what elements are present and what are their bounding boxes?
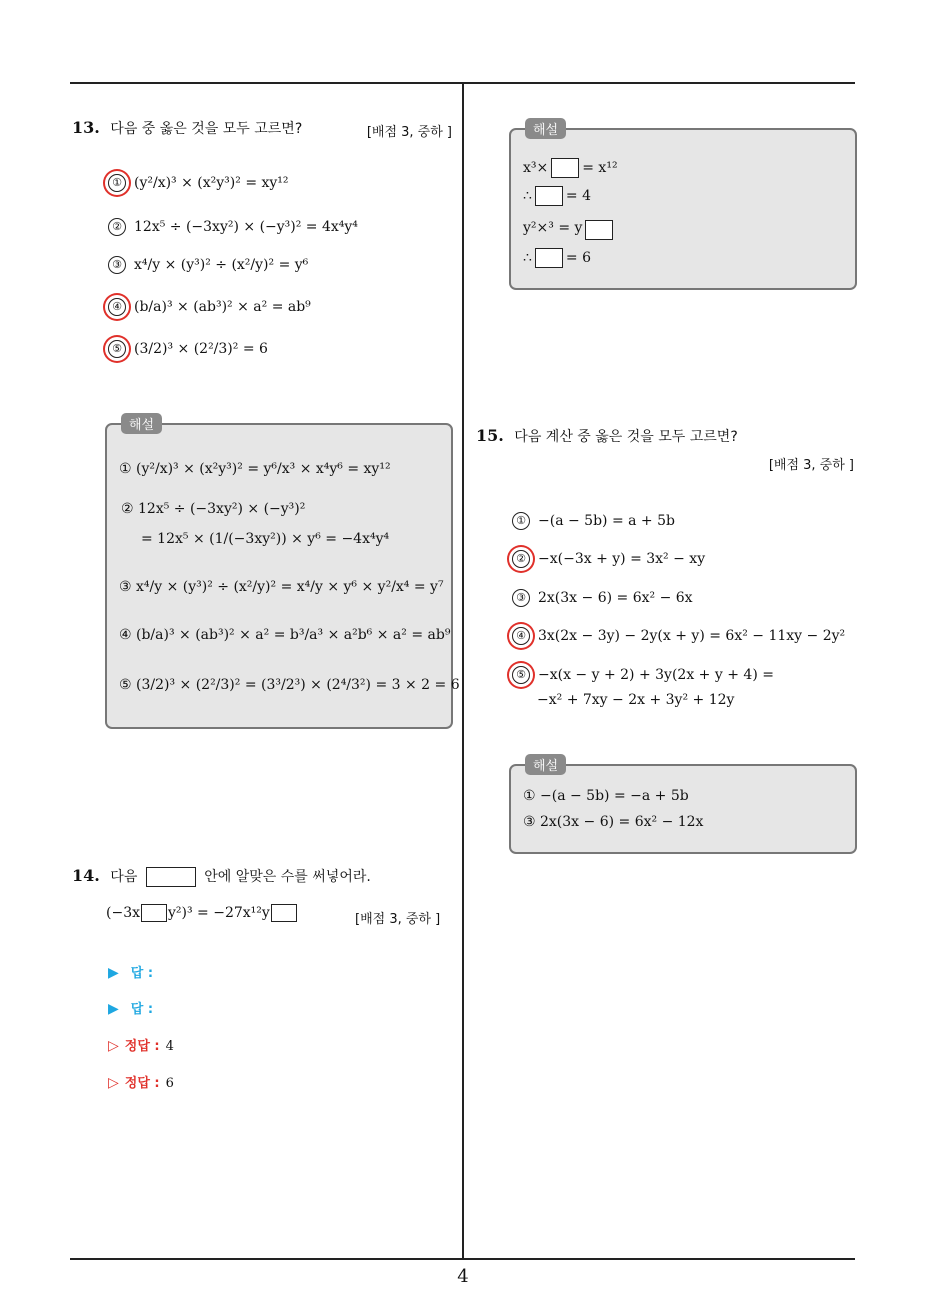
key-arrow-icon: ▷ (108, 1075, 119, 1091)
q15-option-3-expr: 2x(3x − 6) = 6x² − 6x (538, 590, 693, 606)
answer-arrow-icon: ▶ (108, 1001, 119, 1017)
q15-number: 15. (476, 426, 504, 445)
q15-option-2[interactable] (512, 550, 705, 568)
q13-option-5[interactable] (108, 340, 268, 358)
q14-key-value-2: 6 (165, 1076, 174, 1091)
q13-score: [배점 3, 중하 ] (366, 125, 452, 140)
q14-solution-line-1-a: x³× (523, 160, 549, 176)
q14-solution-line-2-a: ∴ (523, 188, 532, 204)
q13-option-5-mark: ⑤ (108, 340, 126, 358)
page-number: 4 (457, 1266, 469, 1287)
q14-solution-line-4 (523, 248, 591, 268)
q15-solution-line-2: ③ 2x(3x − 6) = 6x² − 12x (523, 814, 704, 830)
q14-prompt-after: 안에 알맞은 수를 써넣어라. (204, 869, 371, 885)
q13-option-2-mark: ② (108, 218, 126, 236)
q15-option-2-expr: −x(−3x + y) = 3x² − xy (538, 551, 706, 567)
q13-option-1-expr: (y²/x)³ × (x²y³)² = xy¹² (134, 175, 289, 191)
q15-option-2-mark: ② (512, 550, 530, 568)
q14-number: 14. (72, 866, 100, 885)
q15-option-1-mark: ① (512, 512, 530, 530)
q14-solution-tag: 해설 (525, 118, 566, 139)
q15-solution-line-1: ① −(a − 5b) = −a + 5b (523, 788, 689, 804)
q13-option-1-mark: ① (108, 174, 126, 192)
q15-option-4[interactable] (512, 627, 845, 645)
q13-option-2[interactable] (108, 218, 358, 236)
q13-solution-line-4: ③ x⁴/y × (y³)² ÷ (x²/y)² = x⁴/y × y⁶ × y²/x⁴ = y⁷ (119, 579, 444, 595)
q14-blank-box (146, 867, 196, 887)
q14-expr-a: (−3x (106, 905, 140, 921)
q13-option-3[interactable] (108, 256, 308, 274)
q14-solution-box-3 (585, 220, 613, 240)
q13-option-4[interactable] (108, 298, 311, 316)
q14-solution-line-2 (523, 186, 591, 206)
q14-score: [배점 3, 중하 ] (355, 912, 441, 927)
q14-answer-row-1[interactable] (108, 962, 153, 981)
key-arrow-icon: ▷ (108, 1038, 119, 1054)
q14-solution-line-1-b: = x¹² (582, 160, 618, 176)
q15-option-5[interactable] (512, 666, 774, 684)
q13-solution-box (105, 418, 460, 729)
q15-score: [배점 3, 중하 ] (768, 458, 854, 473)
q14-solution-box-2 (535, 186, 563, 206)
q15-option-5-mark: ⑤ (512, 666, 530, 684)
q14-header (72, 866, 371, 887)
q13-solution-tag: 해설 (121, 413, 162, 434)
q13-prompt: 다음 중 옳은 것을 모두 고르면? (110, 121, 303, 137)
column-divider (462, 83, 464, 1259)
q15-option-1-expr: −(a − 5b) = a + 5b (538, 513, 675, 529)
q14-solution-box (509, 123, 857, 290)
q15-option-1[interactable] (512, 512, 675, 530)
q15-option-5-expr: −x(x − y + 2) + 3y(2x + y + 4) = (538, 667, 774, 683)
q13-option-4-mark: ④ (108, 298, 126, 316)
q14-solution-line-2-b: = 4 (565, 188, 592, 204)
q15-option-5-continuation: −x² + 7xy − 2x + 3y² + 12y (537, 692, 735, 708)
q15-option-4-mark: ④ (512, 627, 530, 645)
q14-answer-row-2[interactable] (108, 998, 153, 1017)
q15-option-4-expr: 3x(2x − 3y) − 2y(x + y) = 6x² − 11xy − 2y² (538, 628, 846, 644)
q15-option-3-mark: ③ (512, 589, 530, 607)
q13-option-3-expr: x⁴/y × (y³)² ÷ (x²/y)² = y⁶ (134, 257, 309, 273)
q14-key-row-1 (108, 1035, 174, 1054)
q13-solution-line-5: ④ (b/a)³ × (ab³)² × a² = b³/a³ × a²b⁶ × a² = ab⁹ (119, 627, 451, 643)
q13-option-2-expr: 12x⁵ ÷ (−3xy²) × (−y³)² = 4x⁴y⁴ (134, 219, 358, 235)
q15-option-3[interactable] (512, 589, 693, 607)
q14-solution-line-3-a: y²×³ = y (523, 220, 583, 236)
q13-header (72, 118, 452, 138)
q13-option-5-expr: (3/2)³ × (2²/3)² = 6 (134, 341, 268, 357)
q14-solution-box-1 (551, 158, 579, 178)
bottom-rule (70, 1258, 855, 1260)
q14-key-label-2: 정답 : (124, 1076, 160, 1091)
q13-option-3-mark: ③ (108, 256, 126, 274)
q14-expr-b: y²)³ = −27x¹²y (168, 905, 270, 921)
q15-solution-tag: 해설 (525, 754, 566, 775)
q15-solution-box (509, 759, 857, 854)
q14-blank-2 (271, 904, 297, 922)
q14-key-row-2 (108, 1072, 174, 1091)
q14-key-value-1: 4 (165, 1039, 174, 1054)
q14-blank-1 (141, 904, 167, 922)
q13-option-4-expr: (b/a)³ × (ab³)² × a² = ab⁹ (134, 299, 311, 315)
q14-key-label-1: 정답 : (124, 1039, 160, 1054)
q14-answer-label-1: 답 : (130, 966, 154, 981)
q13-number: 13. (72, 118, 100, 137)
q13-option-1[interactable] (108, 174, 289, 192)
q15-header (476, 426, 854, 473)
q13-solution-line-6: ⑤ (3/2)³ × (2²/3)² = (3³/2³) × (2⁴/3²) = 3 × 2 = 6 (119, 677, 460, 693)
answer-arrow-icon: ▶ (108, 965, 119, 981)
q15-prompt: 다음 계산 중 옳은 것을 모두 고르면? (514, 429, 738, 445)
q14-solution-box-4 (535, 248, 563, 268)
q13-solution-line-2: ② 12x⁵ ÷ (−3xy²) × (−y³)² (121, 501, 306, 517)
q13-solution-line-1: ① (y²/x)³ × (x²y³)² = y⁶/x³ × x⁴y⁶ = xy¹² (119, 461, 391, 477)
q13-solution-line-3: = 12x⁵ × (1/(−3xy²)) × y⁶ = −4x⁴y⁴ (141, 531, 390, 547)
q14-solution-line-3 (523, 220, 616, 240)
q14-solution-line-1 (523, 158, 618, 178)
q14-expression (106, 904, 297, 922)
q14-prompt-before: 다음 (110, 869, 138, 885)
q14-solution-line-4-a: ∴ (523, 250, 532, 266)
q14-answer-label-2: 답 : (130, 1002, 154, 1017)
q14-solution-line-4-b: = 6 (565, 250, 592, 266)
